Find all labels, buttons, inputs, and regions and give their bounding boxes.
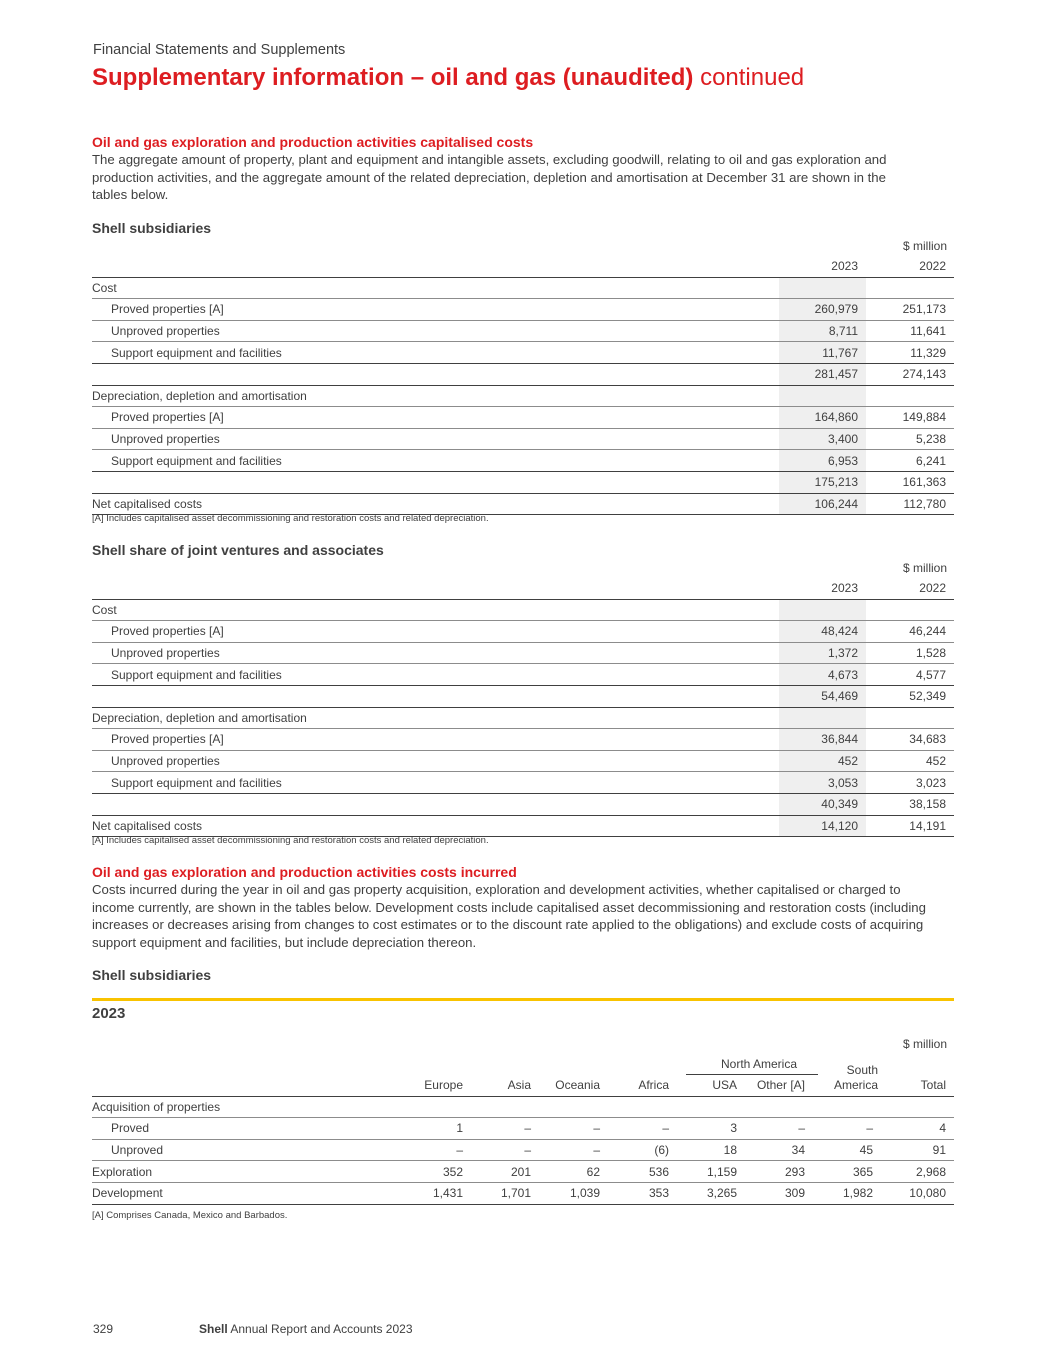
table-row bbox=[92, 772, 954, 794]
row-label: Exploration bbox=[92, 1161, 386, 1183]
value-south-america: 365 bbox=[813, 1161, 881, 1183]
value-total: 10,080 bbox=[881, 1182, 954, 1204]
value-south-america bbox=[813, 1096, 881, 1118]
value-other: 34 bbox=[745, 1139, 813, 1161]
value-asia: – bbox=[471, 1118, 539, 1140]
table-row bbox=[92, 707, 954, 729]
value-2023: 3,053 bbox=[779, 772, 866, 794]
unit-label: $ million bbox=[902, 239, 947, 253]
subtotal-row bbox=[92, 793, 954, 815]
table-row bbox=[92, 1182, 954, 1204]
paragraph-line: support equipment and facilities, but include depreciation thereon. bbox=[92, 934, 477, 950]
value-2023: 106,244 bbox=[779, 493, 866, 515]
unit-label: $ million bbox=[902, 1037, 947, 1051]
row-label bbox=[92, 685, 779, 707]
row-label: Proved properties [A] bbox=[92, 729, 779, 751]
table-row bbox=[92, 599, 954, 621]
unit-label: $ million bbox=[902, 561, 947, 575]
value-2023: 4,673 bbox=[779, 664, 866, 686]
col-europe: Europe bbox=[386, 1075, 471, 1096]
year-2023-header: 2023 bbox=[779, 256, 866, 277]
value-other: 309 bbox=[745, 1182, 813, 1204]
value-europe: 1,431 bbox=[386, 1182, 471, 1204]
south-america-line-1: South bbox=[846, 1063, 878, 1077]
value-2022: 5,238 bbox=[866, 428, 954, 450]
page-title bbox=[92, 64, 804, 92]
value-2023 bbox=[779, 599, 866, 621]
value-2022: 14,191 bbox=[866, 815, 954, 837]
total-row bbox=[92, 815, 954, 837]
table-header-row bbox=[92, 1075, 954, 1096]
table-row bbox=[92, 729, 954, 751]
row-label: Cost bbox=[92, 277, 779, 299]
north-america-group-header: North America bbox=[720, 1057, 798, 1071]
row-label: Unproved bbox=[92, 1139, 386, 1161]
value-2022 bbox=[866, 707, 954, 729]
value-south-america: 45 bbox=[813, 1139, 881, 1161]
value-africa: 536 bbox=[608, 1161, 677, 1183]
value-oceania bbox=[539, 1096, 608, 1118]
value-oceania: 62 bbox=[539, 1161, 608, 1183]
value-usa bbox=[677, 1096, 745, 1118]
value-2022: 34,683 bbox=[866, 729, 954, 751]
page-number: 329 bbox=[93, 1322, 114, 1336]
jv-heading: Shell share of joint ventures and associates bbox=[92, 542, 384, 558]
row-label: Proved properties [A] bbox=[92, 299, 779, 321]
table-row bbox=[92, 342, 954, 364]
row-label: Support equipment and facilities bbox=[92, 772, 779, 794]
table-row bbox=[92, 1139, 954, 1161]
value-2023: 54,469 bbox=[779, 685, 866, 707]
value-2022 bbox=[866, 277, 954, 299]
header-label-cell bbox=[92, 256, 779, 277]
row-label: Net capitalised costs bbox=[92, 493, 779, 515]
section-label: Financial Statements and Supplements bbox=[93, 42, 346, 58]
value-africa: 353 bbox=[608, 1182, 677, 1204]
costs-incurred-region-table bbox=[92, 1075, 954, 1205]
value-europe bbox=[386, 1096, 471, 1118]
paragraph-line: income currently, are shown in the tables below. Development costs include capitalised asset decommissioning and restoration costs (including bbox=[92, 899, 926, 915]
value-south-america: 1,982 bbox=[813, 1182, 881, 1204]
row-label: Proved bbox=[92, 1118, 386, 1140]
value-total bbox=[881, 1096, 954, 1118]
row-label: Depreciation, depletion and amortisation bbox=[92, 707, 779, 729]
value-2023: 40,349 bbox=[779, 793, 866, 815]
value-south-america: – bbox=[813, 1118, 881, 1140]
value-oceania: – bbox=[539, 1139, 608, 1161]
row-label: Development bbox=[92, 1182, 386, 1204]
jv-capitalised-table bbox=[92, 578, 954, 837]
paragraph-line: tables below. bbox=[92, 187, 169, 202]
row-label: Unproved properties bbox=[92, 428, 779, 450]
row-label bbox=[92, 793, 779, 815]
year-2023-header: 2023 bbox=[779, 578, 866, 599]
value-2022: 251,173 bbox=[866, 299, 954, 321]
value-oceania: 1,039 bbox=[539, 1182, 608, 1204]
table-row bbox=[92, 407, 954, 429]
row-label: Proved properties [A] bbox=[92, 407, 779, 429]
footer-brand bbox=[199, 1322, 413, 1336]
row-label: Support equipment and facilities bbox=[92, 450, 779, 472]
value-2022: 38,158 bbox=[866, 793, 954, 815]
col-asia: Asia bbox=[471, 1075, 539, 1096]
year-2022-header: 2022 bbox=[866, 256, 954, 277]
table-row bbox=[92, 277, 954, 299]
value-europe: – bbox=[386, 1139, 471, 1161]
table-row bbox=[92, 450, 954, 472]
col-south-america-spacer bbox=[813, 1075, 881, 1096]
table-row bbox=[92, 428, 954, 450]
value-asia: – bbox=[471, 1139, 539, 1161]
report-name: Annual Report and Accounts 2023 bbox=[230, 1322, 413, 1336]
year-2022-header: 2022 bbox=[866, 578, 954, 599]
header-label-cell bbox=[92, 1075, 386, 1096]
value-2023: 260,979 bbox=[779, 299, 866, 321]
value-2022: 161,363 bbox=[866, 471, 954, 493]
value-oceania: – bbox=[539, 1118, 608, 1140]
row-label: Support equipment and facilities bbox=[92, 342, 779, 364]
table-row bbox=[92, 621, 954, 643]
subsidiaries-capitalised-table bbox=[92, 256, 954, 515]
value-2022: 6,241 bbox=[866, 450, 954, 472]
row-label: Support equipment and facilities bbox=[92, 664, 779, 686]
table-row bbox=[92, 1161, 954, 1183]
value-2022: 52,349 bbox=[866, 685, 954, 707]
value-2022 bbox=[866, 385, 954, 407]
value-2023: 164,860 bbox=[779, 407, 866, 429]
table-footnote: [A] Includes capitalised asset decommissioning and restoration costs and related depreciation. bbox=[92, 513, 489, 524]
value-2023: 6,953 bbox=[779, 450, 866, 472]
row-label bbox=[92, 363, 779, 385]
table-row bbox=[92, 1096, 954, 1118]
incurred-subsidiaries-heading: Shell subsidiaries bbox=[92, 967, 212, 983]
col-total: Total bbox=[881, 1075, 954, 1096]
paragraph-line: production activities, and the aggregate amount of the related depreciation, depletion and amortisation at December 31 are shown in the bbox=[92, 169, 886, 185]
value-2023: 452 bbox=[779, 750, 866, 772]
row-label: Acquisition of properties bbox=[92, 1096, 386, 1118]
paragraph-line: increases or decreases arising from changes to cost estimates or to the discount rate applied to the obligations) and exclude costs of acquiring bbox=[92, 917, 924, 932]
value-asia: 201 bbox=[471, 1161, 539, 1183]
value-total: 2,968 bbox=[881, 1161, 954, 1183]
capitalised-costs-heading: Oil and gas exploration and production activities capitalised costs bbox=[92, 134, 534, 150]
south-america-line-2: America bbox=[833, 1078, 878, 1092]
row-label: Unproved properties bbox=[92, 750, 779, 772]
paragraph-line: Costs incurred during the year in oil and gas property acquisition, exploration and development activities, whether capitalised or charged to bbox=[92, 882, 901, 897]
table-row bbox=[92, 1118, 954, 1140]
value-2022: 4,577 bbox=[866, 664, 954, 686]
value-2023 bbox=[779, 385, 866, 407]
table-header-row bbox=[92, 256, 954, 277]
value-2023: 14,120 bbox=[779, 815, 866, 837]
table-row bbox=[92, 299, 954, 321]
header-label-cell bbox=[92, 578, 779, 599]
value-total: 4 bbox=[881, 1118, 954, 1140]
value-other: 293 bbox=[745, 1161, 813, 1183]
table-footnote: [A] Includes capitalised asset decommissioning and restoration costs and related depreciation. bbox=[92, 835, 489, 846]
value-2023 bbox=[779, 707, 866, 729]
paragraph-line: The aggregate amount of property, plant and equipment and intangible assets, excluding goodwill, relating to oil and gas exploration and bbox=[92, 152, 887, 167]
year-heading: 2023 bbox=[92, 1005, 126, 1022]
table-row bbox=[92, 320, 954, 342]
table-footnote: [A] Comprises Canada, Mexico and Barbados. bbox=[92, 1210, 288, 1221]
yellow-divider bbox=[92, 998, 954, 1001]
table-row bbox=[92, 664, 954, 686]
value-other: – bbox=[745, 1118, 813, 1140]
value-2022: 11,329 bbox=[866, 342, 954, 364]
value-asia: 1,701 bbox=[471, 1182, 539, 1204]
row-label bbox=[92, 471, 779, 493]
brand-name: Shell bbox=[199, 1322, 228, 1336]
value-africa: – bbox=[608, 1118, 677, 1140]
value-2023: 48,424 bbox=[779, 621, 866, 643]
value-2023: 281,457 bbox=[779, 363, 866, 385]
value-usa: 3,265 bbox=[677, 1182, 745, 1204]
value-2022: 274,143 bbox=[866, 363, 954, 385]
row-label: Cost bbox=[92, 599, 779, 621]
subtotal-row bbox=[92, 471, 954, 493]
value-2022: 3,023 bbox=[866, 772, 954, 794]
capitalised-costs-paragraph bbox=[92, 151, 886, 204]
col-other: Other [A] bbox=[745, 1075, 813, 1096]
value-usa: 1,159 bbox=[677, 1161, 745, 1183]
value-2023 bbox=[779, 277, 866, 299]
value-2023: 175,213 bbox=[779, 471, 866, 493]
value-africa: (6) bbox=[608, 1139, 677, 1161]
page-title-suffix: continued bbox=[700, 64, 805, 91]
value-other bbox=[745, 1096, 813, 1118]
value-2022: 149,884 bbox=[866, 407, 954, 429]
table-row bbox=[92, 642, 954, 664]
total-row bbox=[92, 493, 954, 515]
value-2022: 11,641 bbox=[866, 320, 954, 342]
value-usa: 18 bbox=[677, 1139, 745, 1161]
value-2022: 112,780 bbox=[866, 493, 954, 515]
value-2023: 8,711 bbox=[779, 320, 866, 342]
value-2023: 11,767 bbox=[779, 342, 866, 364]
subtotal-row bbox=[92, 685, 954, 707]
row-label: Unproved properties bbox=[92, 642, 779, 664]
value-2023: 3,400 bbox=[779, 428, 866, 450]
value-usa: 3 bbox=[677, 1118, 745, 1140]
costs-incurred-heading: Oil and gas exploration and production activities costs incurred bbox=[92, 864, 517, 880]
value-2022: 452 bbox=[866, 750, 954, 772]
value-2022: 46,244 bbox=[866, 621, 954, 643]
costs-incurred-paragraph bbox=[92, 881, 926, 951]
table-row bbox=[92, 750, 954, 772]
row-label: Depreciation, depletion and amortisation bbox=[92, 385, 779, 407]
col-oceania: Oceania bbox=[539, 1075, 608, 1096]
value-asia bbox=[471, 1096, 539, 1118]
row-label: Net capitalised costs bbox=[92, 815, 779, 837]
row-label: Proved properties [A] bbox=[92, 621, 779, 643]
value-2023: 36,844 bbox=[779, 729, 866, 751]
value-2023: 1,372 bbox=[779, 642, 866, 664]
page-title-main: Supplementary information – oil and gas (unaudited) bbox=[92, 64, 694, 91]
value-europe: 352 bbox=[386, 1161, 471, 1183]
subsidiaries-heading: Shell subsidiaries bbox=[92, 220, 212, 236]
value-total: 91 bbox=[881, 1139, 954, 1161]
row-label: Unproved properties bbox=[92, 320, 779, 342]
col-usa: USA bbox=[677, 1075, 745, 1096]
value-2022 bbox=[866, 599, 954, 621]
value-africa bbox=[608, 1096, 677, 1118]
subtotal-row bbox=[92, 363, 954, 385]
table-header-row bbox=[92, 578, 954, 599]
table-row bbox=[92, 385, 954, 407]
value-europe: 1 bbox=[386, 1118, 471, 1140]
col-africa: Africa bbox=[608, 1075, 677, 1096]
value-2022: 1,528 bbox=[866, 642, 954, 664]
